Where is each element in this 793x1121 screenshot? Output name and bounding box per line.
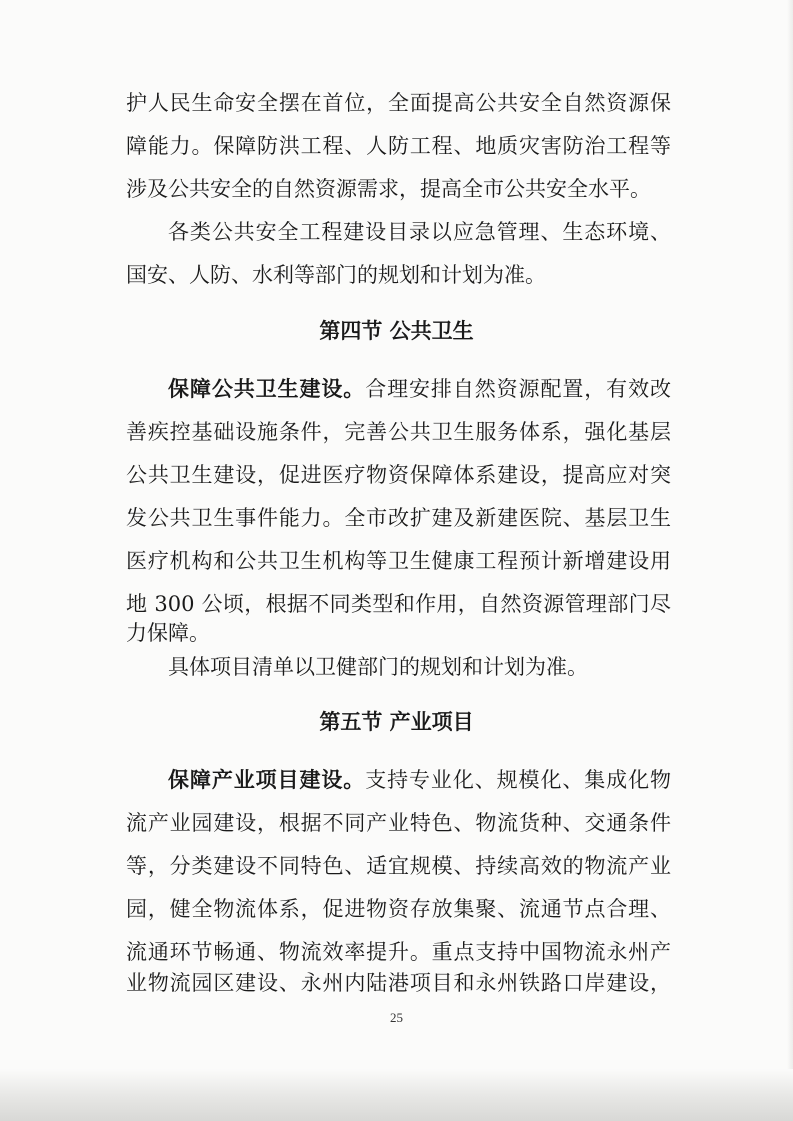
page-number: 25 (390, 1010, 403, 1025)
text-line: 发公共卫生事件能力。全市改扩建及新建医院、基层卫生 (126, 506, 671, 530)
scan-bottom-shadow (0, 1069, 793, 1121)
text-line: 地 300 公顷，根据不同类型和作用，自然资源管理部门尽 (126, 592, 671, 616)
text-line: 障能力。保障防洪工程、人防工程、地质灾害防治工程等 (126, 134, 671, 158)
text-line (126, 374, 671, 404)
section-heading: 第四节 公共卫生 (319, 319, 474, 343)
section-heading: 第五节 产业项目 (319, 710, 474, 734)
paragraph-lead: 保障公共卫生建设。 (168, 377, 366, 401)
text-line: 业物流园区建设、永州内陆港项目和永州铁路口岸建设， (126, 971, 671, 995)
text-line (126, 765, 671, 795)
text-line: 力保障。 (126, 621, 210, 645)
scan-edge-shade (787, 0, 793, 1121)
text-line: 等，分类建设不同特色、适宜规模、持续高效的物流产业 (126, 854, 671, 878)
text-line: 护人民生命安全摆在首位，全面提高公共安全自然资源保 (126, 91, 671, 115)
text-line: 园，健全物流体系，促进物资存放集聚、流通节点合理、 (126, 897, 671, 921)
text-line: 国安、人防、水利等部门的规划和计划为准。 (126, 263, 546, 287)
text-span: 支持专业化、规模化、集成化物 (365, 768, 672, 792)
text-line: 具体项目清单以卫健部门的规划和计划为准。 (168, 655, 588, 679)
text-line: 流产业园建设，根据不同产业特色、物流货种、交通条件 (126, 811, 671, 835)
text-line: 公共卫生建设，促进医疗物资保障体系建设，提高应对突 (126, 463, 671, 487)
text-span: 合理安排自然资源配置，有效改 (365, 377, 672, 401)
paragraph-lead: 保障产业项目建设。 (168, 768, 366, 792)
text-line: 流通环节畅通、物流效率提升。重点支持中国物流永州产 (126, 940, 671, 964)
text-line: 善疾控基础设施条件，完善公共卫生服务体系，强化基层 (126, 420, 671, 444)
text-line: 医疗机构和公共卫生机构等卫生健康工程预计新增建设用 (126, 549, 671, 573)
text-line: 涉及公共安全的自然资源需求，提高全市公共安全水平。 (126, 177, 651, 201)
text-line: 各类公共安全工程建设目录以应急管理、生态环境、 (168, 220, 671, 244)
